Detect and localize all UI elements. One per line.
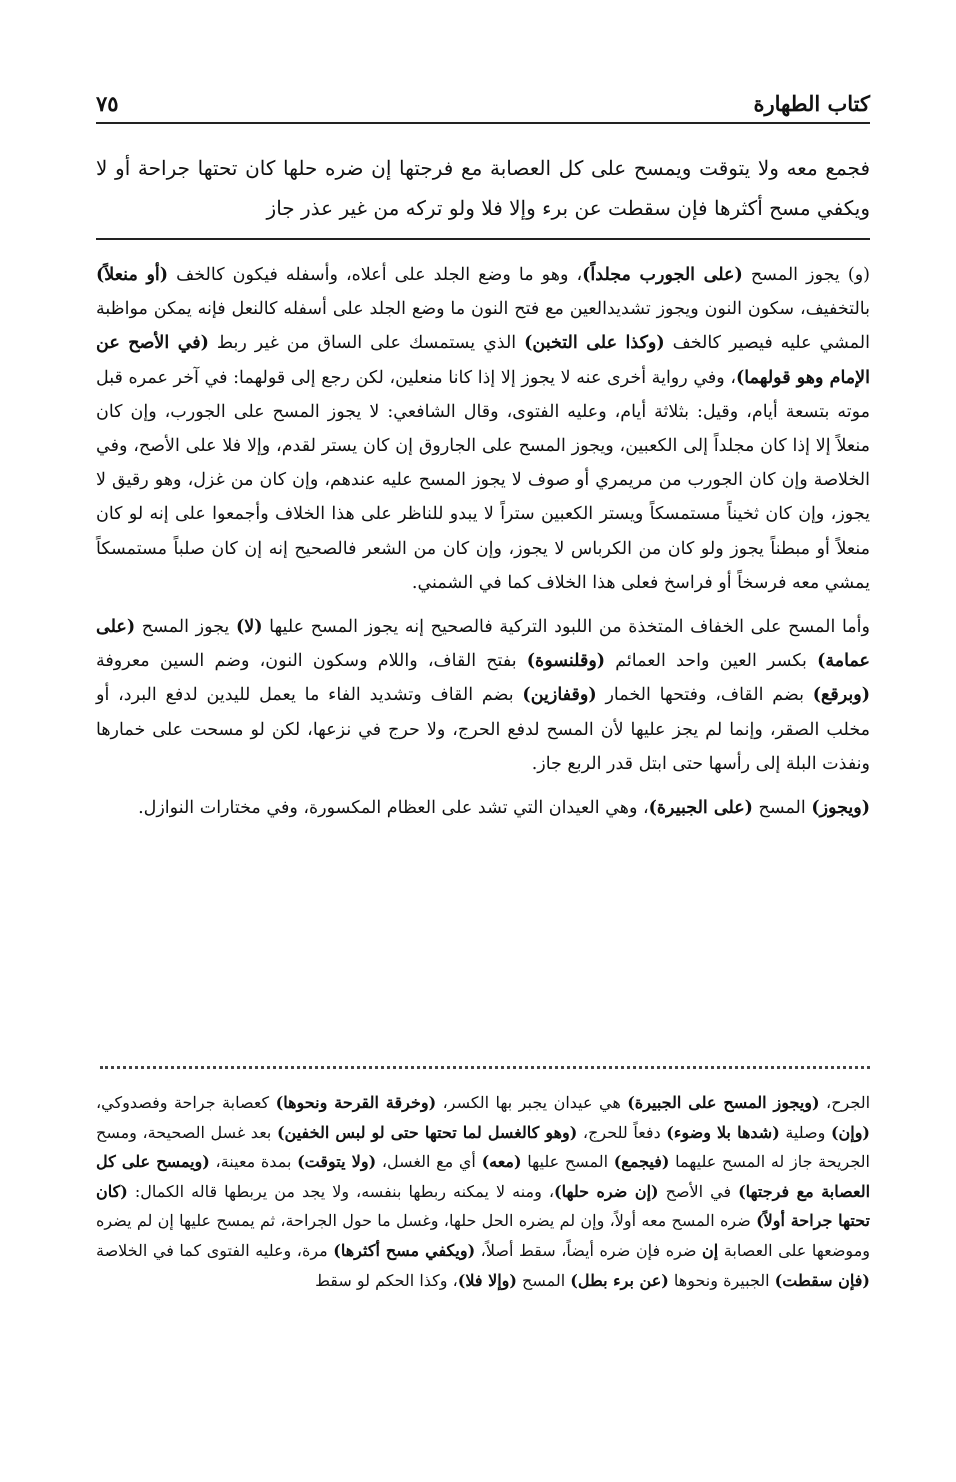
bold-phrase: (وإن) [830, 1122, 870, 1142]
bold-phrase: (عن برء بطل) [570, 1270, 669, 1290]
text-run: ، وكذا الحكم لو سقط [315, 1270, 458, 1290]
bold-phrase: (إن ضره حلها) [554, 1181, 659, 1201]
text-run: (و) يجوز المسح [742, 265, 870, 285]
bold-phrase: (وخرقة القرحة ونحوها) [275, 1093, 437, 1112]
text-run: وصلية [779, 1122, 831, 1142]
text-run: الجرح، [819, 1093, 871, 1112]
bold-phrase: (ولا يتوقت) [297, 1152, 377, 1172]
text-run: ، وفي رواية أخرى عنه لا يجوز إلا إذا كانا منعلين، لكن رجع إلى قولهما: في آخر عمره قبل موته بتسعة أيام، وقيل: بثلاثة أيام، وعليه الفتوى، وقال الشافعي: لا يجوز المسح على الجورب، وإن كان منعلاً إلا إذا كان مجلداً إلى الكعبين، ويجوز المسح على الجاروق إن كان يستر لقدم، وإلا فلا على الأصح، وفي الخلاصة وإن كان الجورب من مريمري أو صوف لا يجوز المسح عليه عندهم، وإن كان من غزل، وهو رقيق لا يجوز، وإن كان ثخيناً مستمسكاً ويستر الكعبين ستراً لا يبدو للناظر على هذا الخلاف وأجمعوا على إنه لو كان منعلاً أو مبطناً يجوز ولو كان من الكرباس لا يجوز، وإن كان من الشعر فالصحيح إنه إن كان صلباً مستمسكاً يمشي معه فرسخاً أو فراسخ فعلى هذا الخلاف كما في الشمني. [96, 367, 870, 593]
commentary [96, 258, 870, 835]
running-header [96, 86, 870, 124]
main-text-divider [96, 238, 870, 240]
bold-phrase: (شدها بلا وضوء) [666, 1122, 780, 1142]
text-run: بالتخفيف، سكون النون ويجوز تشديدالعين مع فتح النون ما وضع الجلد على أسفله كالنعل فإنه يمكن مواظبة المشي عليه فيصير كالخف [96, 299, 870, 354]
commentary-paragraph [96, 791, 870, 825]
dotted-separator [100, 1066, 870, 1069]
bold-phrase: (على الجورب مجلداً) [582, 265, 743, 285]
secondary-commentary-paragraph [96, 1088, 870, 1295]
main-text: فجمع معه ولا يتوقت ويمسح على كل العصابة مع فرجتها إن ضره حلها كان تحتها جراحة أو لا ويكفي مسح أكثرها فإن سقطت عن برء وإلا فلا ولو تركه من غير عذر جاز [96, 156, 870, 220]
text-run: في الأصح [658, 1181, 739, 1201]
bold-phrase: (على الجبيرة) [648, 798, 753, 819]
text-run: بضم القاف وتشديد الفاء ما يعمل لليدين لدفع البرد، أو مخلب الصقر، وإنما لم يجز عليها لأن المسح لدفع الحرج، ولا حرج في نزعها، لكن لو مسحت على خمارها ونفذت البلة إلى رأسها حتى ابتل قدر الربع جاز. [96, 685, 870, 774]
bold-phrase: (على عمامة) [96, 617, 870, 672]
bold-phrase: (ويجوز) [811, 798, 870, 819]
text-run: هي عيدان يجبر بها الكسر، [436, 1093, 628, 1112]
bold-phrase: (لا) [235, 617, 263, 638]
text-run: المسح [752, 798, 812, 819]
text-run: ضره فإن ضره أيضاً، سقط أصلاً، [475, 1240, 703, 1260]
text-run: المسح [516, 1270, 571, 1290]
text-run: بعد غسل الصحيحة، ومسح الجريحة جاز له المسح عليهما [96, 1122, 871, 1172]
commentary-paragraph [96, 258, 870, 600]
text-run: الذي يستمسك على الساق من غير ربط [208, 333, 525, 354]
page-number: ٧٥ [96, 91, 119, 116]
bold-phrase: (فإن سقطت) [774, 1270, 870, 1290]
text-run: أي مع الغسل، [376, 1152, 482, 1172]
text-run: وأما المسح على الخفاف المتخذة من اللبود التركية فالصحيح إنه يجوز المسح عليها [262, 617, 870, 638]
bold-phrase: (أو منعلاً) [96, 265, 169, 285]
bold-phrase: إن [702, 1240, 719, 1260]
text-run: دفعاً للحرج، [577, 1122, 667, 1142]
bold-phrase: (كان تحتها جراحة أولاً) [96, 1181, 870, 1231]
text-run: ، وهي العيدان التي تشد على العظام المكسورة، وفي مختارات النوازل. [138, 798, 649, 819]
text-run: ، وهو ما وضع الجلد على أعلاه، وأسفله فيكون كالخف [168, 265, 583, 285]
bold-phrase: (في الأصح عن الإمام وهو قولهما) [96, 333, 870, 388]
text-run: بفتح القاف، واللام وسكون النون، وضم السين معروفة [96, 651, 527, 672]
commentary-paragraph [96, 610, 870, 781]
text-run: ضره المسح معه أولاً، وإن لم يضره الحل حلها، وغسل ما حول الجراحة، ثم يمسح عليها إن لم يضره وموضعها على العصابة [96, 1211, 870, 1260]
bold-phrase: (وإلا فلا) [457, 1270, 517, 1290]
bold-phrase: (وكذا على التخبن) [524, 333, 665, 354]
bold-phrase: (ويكفي مسح أكثرها) [333, 1240, 476, 1260]
bold-phrase: (ويمسح على كل العصابة مع فرجتها) [96, 1152, 871, 1201]
book-title: كتاب الطهارة [753, 91, 870, 116]
text-run: مرة، وعليه الفتوى كما في الخلاصة [96, 1240, 334, 1260]
text-run: ، ومنه لا يمكنه ربطها بنفسه، ولا يجد من يربطها قاله الكمال: [127, 1181, 555, 1201]
text-run: الجبيرة ونحوها [668, 1270, 775, 1290]
secondary-commentary [96, 1088, 870, 1295]
text-run: بمدة معينة، [209, 1152, 298, 1172]
text-run: بكسر العين واحد العمائم [605, 651, 818, 672]
bold-phrase: (ويجوز المسح على الجبيرة) [627, 1093, 820, 1112]
bold-phrase: (وقفازين) [522, 685, 597, 706]
text-run: يجوز المسح [135, 617, 236, 638]
bold-phrase: (فيجمع) [613, 1152, 670, 1172]
bold-phrase: (وهو كالغسل لما تحتها حتى لو لبس الخفين) [276, 1122, 578, 1142]
bold-phrase: (معه) [481, 1152, 522, 1172]
text-run: كعصابة جراحة وفصدوكي، [96, 1093, 276, 1112]
text-run: المسح عليها [521, 1152, 614, 1172]
bold-phrase: (وبرقع) [812, 685, 870, 706]
text-run: بضم القاف، وفتحها الخمار [596, 685, 813, 706]
bold-phrase: (وقلنسوة) [526, 651, 606, 672]
